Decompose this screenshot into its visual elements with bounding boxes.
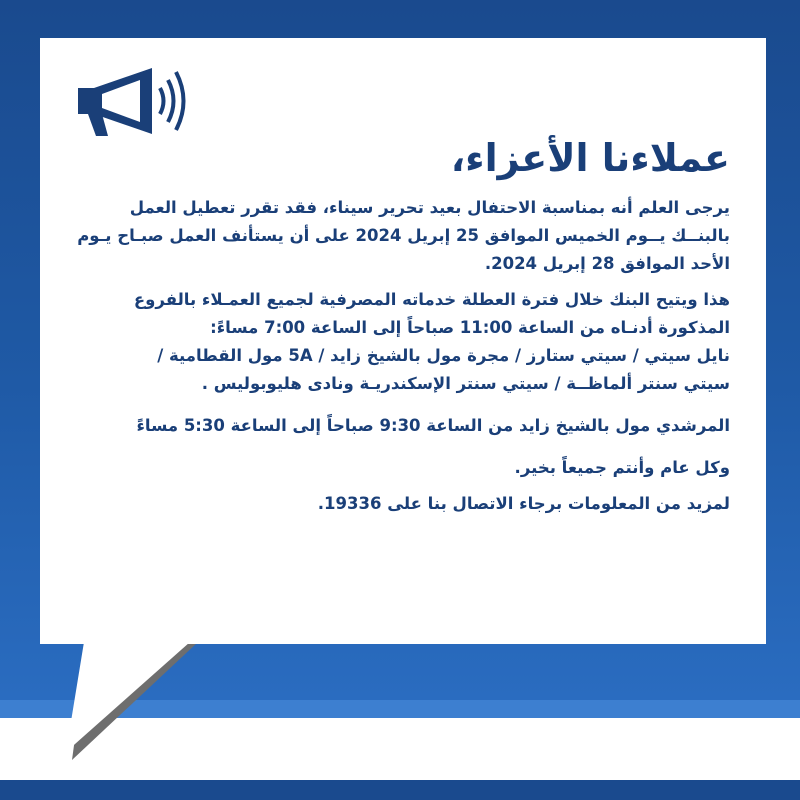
closing-wish: وكل عام وأنتم جميعاً بخير. <box>514 458 730 477</box>
announcement-line: بالبنــك يــوم الخميس الموافق 25 إبريل 2024 على أن يستأنف العمل صبـاح يـوم <box>77 226 730 245</box>
announcement-line: المذكورة أدنـاه من الساعة 11:00 صباحاً إلى الساعة 7:00 مساءً: <box>210 318 730 337</box>
greeting-heading: عملاءنا الأعزاء، <box>450 136 730 180</box>
branch-list-line: نايل سيتي / سيتي ستارز / مجرة مول بالشيخ زايد / 5A مول القطامية / <box>157 346 730 365</box>
announcement-text <box>70 136 730 518</box>
megaphone-icon <box>74 64 194 144</box>
announcement-line: المرشدي مول بالشيخ زايد من الساعة 9:30 صباحاً إلى الساعة 5:30 مساءً <box>136 416 730 435</box>
announcement-line: الأحد الموافق 28 إبريل 2024. <box>484 254 730 273</box>
announcement-line: هذا ويتيح البنك خلال فترة العطلة خدماته المصرفية لجميع العمـلاء بالفروع <box>133 290 730 309</box>
branch-list-line: سيتي سنتر ألماظــة / سيتي سنتر الإسكندريـة ونادى هليوبوليس . <box>201 374 730 393</box>
contact-line: لمزيد من المعلومات برجاء الاتصال بنا على 19336. <box>317 494 730 513</box>
announcement-line: يرجى العلم أنه بمناسبة الاحتفال بعيد تحرير سيناء، فقد تقرر تعطيل العمل <box>129 198 730 217</box>
